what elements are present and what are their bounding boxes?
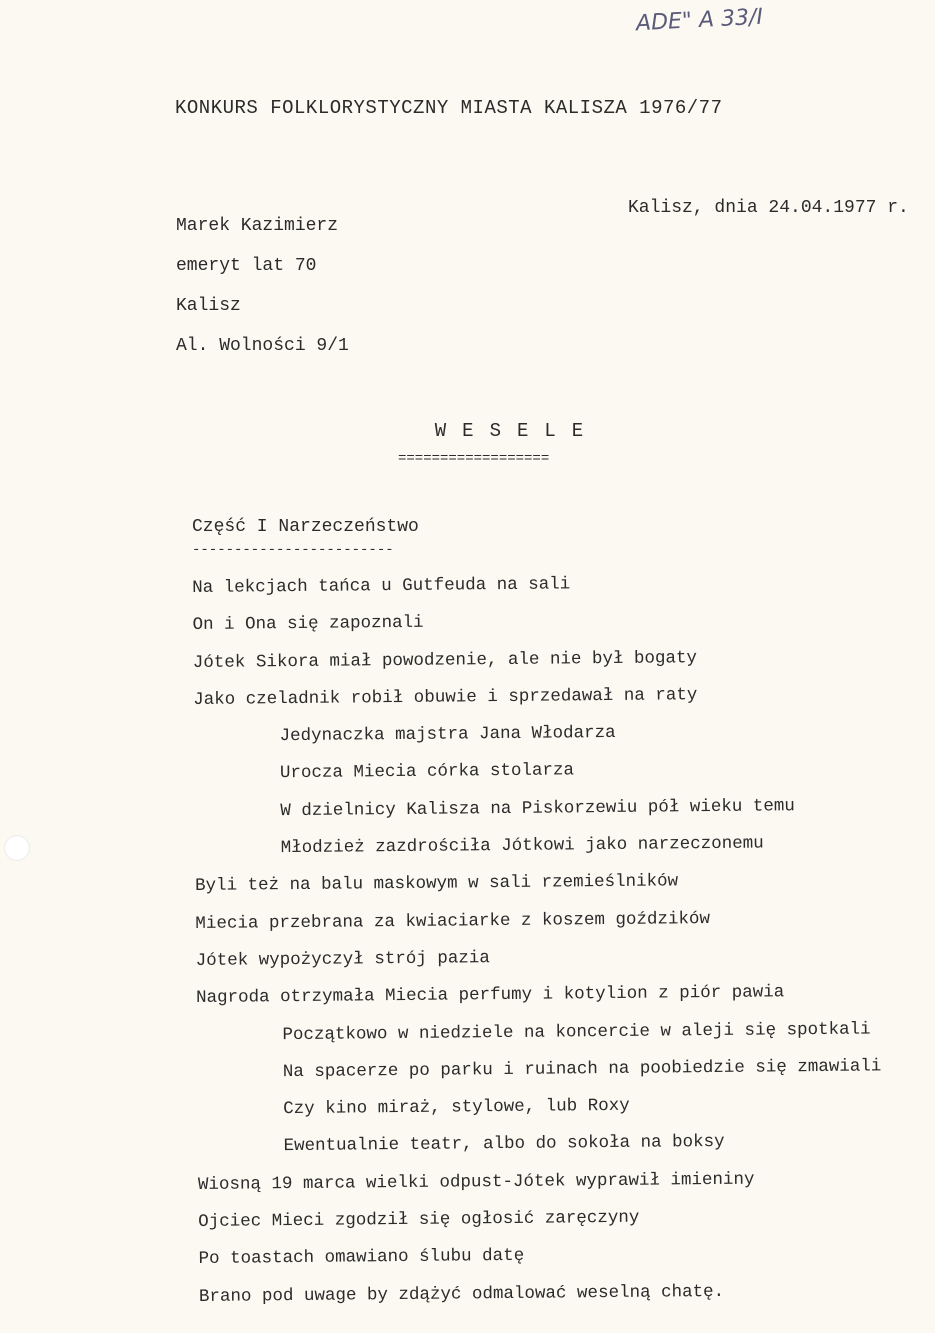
poem-line: On i Ona się zapoznali xyxy=(192,613,424,636)
section-heading: Część I Narzeczeństwo xyxy=(192,517,419,537)
poem-line: Brano pod uwage by zdążyć odmalować weselną chatę. xyxy=(198,1281,725,1307)
competition-header: KONKURS FOLKLORYSTYCZNY MIASTA KALISZA 1976/77 xyxy=(175,97,723,119)
poem-line: Wiosną 19 marca wielki odpust-Jótek wyprawił imieniny xyxy=(197,1169,755,1195)
poem-line: Ojciec Mieci zgodził się ogłosić zaręczyny xyxy=(198,1207,640,1233)
poem-line: Byli też na balu maskowym w sali rzemieślników xyxy=(194,871,679,897)
poem-body xyxy=(192,563,934,1316)
poem-line: Urocza Miecia córka stolarza xyxy=(279,760,575,784)
sender-block xyxy=(176,206,349,366)
poem-title: WESELE xyxy=(434,420,600,442)
poem-line: Młodzież zazdrościła Jótkowi jako narzeczonemu xyxy=(280,833,764,859)
archive-mark: ADE" A 33/I xyxy=(635,4,764,37)
poem-line: Miecia przebrana za kwiaciarke z koszem goździków xyxy=(195,908,711,934)
sender-occupation: emeryt lat 70 xyxy=(176,256,317,276)
poem-line: Czy kino miraż, stylowe, lub Roxy xyxy=(283,1095,630,1120)
poem-line: Jótek wypożyczył strój pazia xyxy=(195,948,490,971)
poem-line: Nagroda otrzymała Miecia perfumy i kotylion z piór pawia xyxy=(196,982,785,1009)
sender-name: Marek Kazimierz xyxy=(176,216,339,236)
poem-line: Na lekcjach tańca u Gutfeuda na sali xyxy=(192,574,571,598)
title-underline: ================== xyxy=(398,451,550,467)
poem-line: W dzielnicy Kalisza na Piskorzewiu pół wieku temu xyxy=(280,796,795,821)
poem-line: Na spacerze po parku i ruinach na poobiedzie się zmawiali xyxy=(282,1056,882,1083)
poem-line: Jedynaczka majstra Jana Włodarza xyxy=(279,723,616,747)
poem-line: Jako czeladnik robił obuwie i sprzedawał na raty xyxy=(193,685,698,710)
sender-city: Kalisz xyxy=(176,296,241,316)
poem-line: Po toastach omawiano ślubu datę xyxy=(198,1246,525,1270)
sender-address: Al. Wolności 9/1 xyxy=(176,336,349,356)
poem-line: Ewentualnie teatr, albo do sokoła na boksy xyxy=(283,1132,725,1157)
section-underline: ------------------------ xyxy=(192,542,394,558)
punch-hole xyxy=(4,835,30,861)
poem-line: Jótek Sikora miał powodzenie, ale nie był bogaty xyxy=(192,647,698,673)
place-date: Kalisz, dnia 24.04.1977 r. xyxy=(628,198,909,218)
poem-line: Początkowo w niedziele na koncercie w aleji się spotkali xyxy=(282,1019,871,1045)
